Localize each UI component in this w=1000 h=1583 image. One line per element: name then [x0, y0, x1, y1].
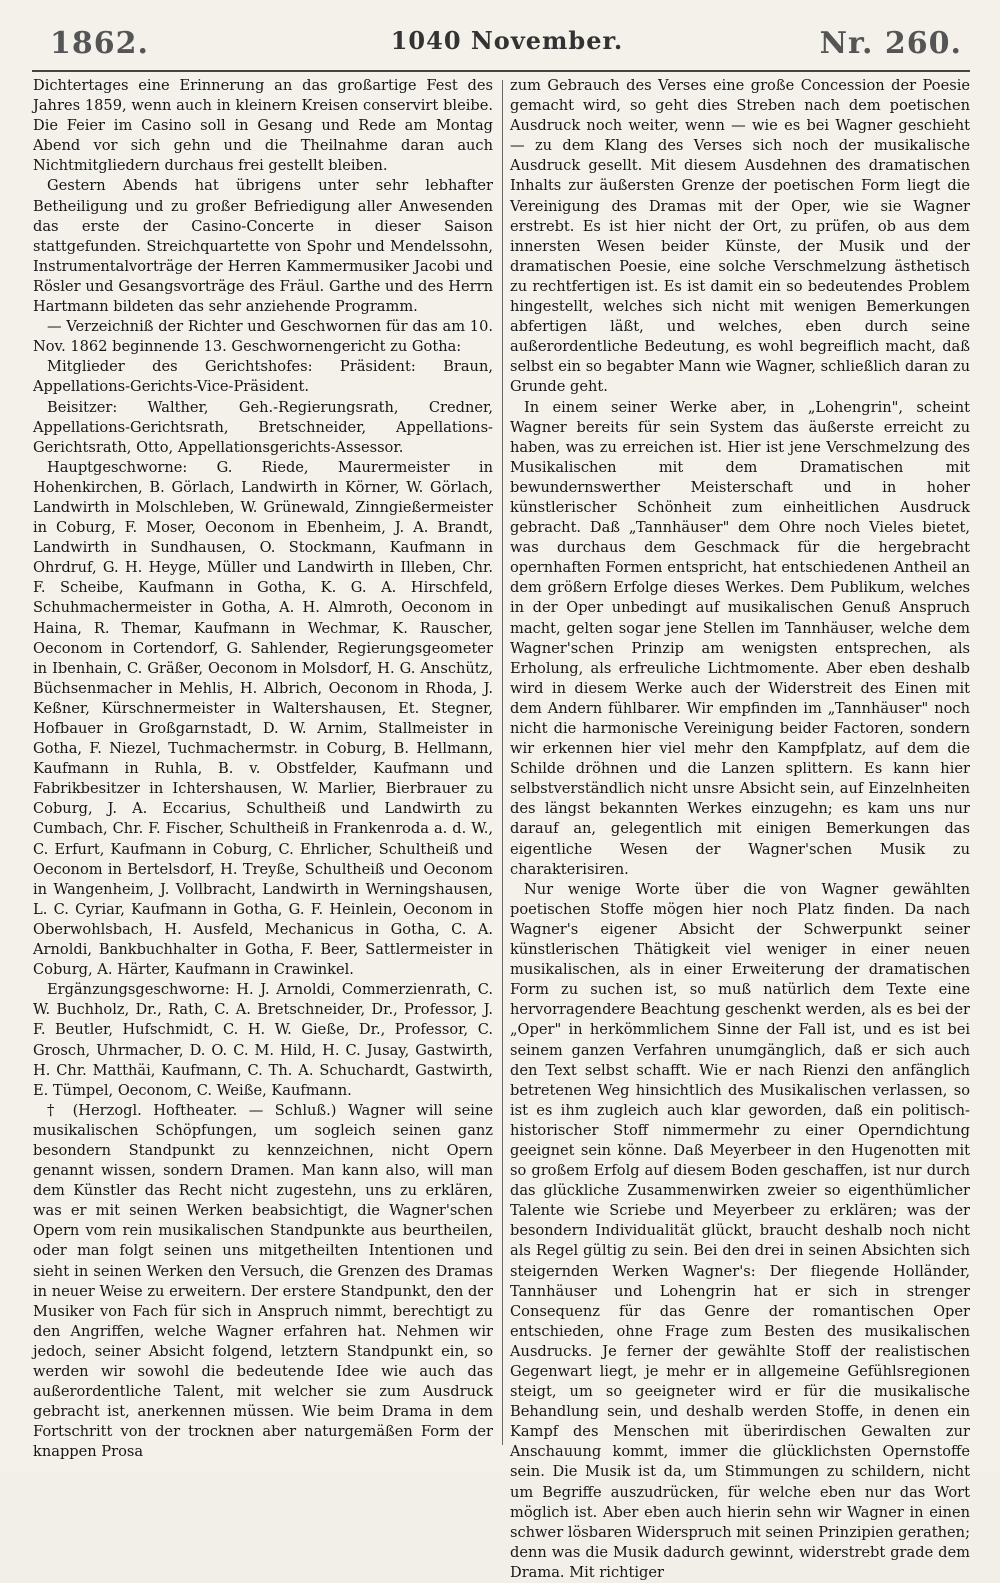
paragraph-substitute-jurors: Ergänzungsgeschworne: H. J. Arnoldi, Commerzienrath, C. W. Buchholz, Dr., Rath, C. A. Bretschneider, Dr., Professor, J. F. Beutler, Hufschmidt, C. H. W. Gieße, Dr., Professor, C. Grosch, Uhrmacher, D. O. C. M. Hild, H. C. Jusay, Gastwirth, H. Chr. Matthäi, Kaufmann, C. Th. A. Schuchardt, Gastwirth, E. Tümpel, Oeconom, C. Weiße, Kaufmann. [33, 981, 493, 1099]
paragraph-jury-list-heading: — Verzeichniß der Richter und Geschwornen für das am 10. Nov. 1862 beginnende 13. Geschwornengericht zu Gotha: [33, 318, 493, 356]
paragraph-dichtertag: Dichtertages eine Erinnerung an das großartige Fest des Jahres 1859, wenn auch in kleinern Kreisen conservirt bleibe. Die Feier im Casino soll in Gesang und Rede am Montag Abend vor sich gehn und die Theilnahme daran auch Nichtmitgliedern durchaus frei gestellt bleiben. [33, 77, 493, 175]
paragraph-poetic-material: Nur wenige Worte über die von Wagner gewählten poetischen Stoffe mögen hier noch Platz finden. Da nach Wagner's eigener Absicht der Schwerpunkt seiner künstlerischen Thätigkeit viel weniger in einer neuen musikalischen, als in einer Erweiterung der dramatischen Form zu suchen ist, so muß natürlich dem Texte eine hervorragendere Beachtung geschenkt werden, als es bei der „Oper" in herkömmlichem Sinne der Fall ist, und es ist bei seinem ganzen Verfahren unumgänglich, daß er sich auch den Text selbst schafft. Wie er nach Rienzi den anfänglich betretenen Weg hinsichtlich des Musikalischen verlassen, so ist es ihm zugleich auch klar geworden, daß ein politisch-historischer Stoff nimmermehr zu einer Operndichtung geeignet sein könne. Daß Meyerbeer in den Hugenotten mit so großem Erfolg auf diesem Boden geschaffen, ist nur durch das glückliche Zusammenwirken zweier so eigenthümlicher Talente wie Scriebe und Meyerbeer zu erklären; was der besondern Individualität glückt, braucht deshalb noch nicht als Regel gültig zu sein. Bei den drei in seinen Absichten sich steigernden Werken Wagner's: Der fliegende Holländer, Tannhäuser und Lohengrin hat er sich in strenger Consequenz für das Genre der romantischen Oper entschieden, ohne Frage zum Besten des musikalischen Ausdrucks. Je ferner der gewählte Stoff der realistischen Gegenwart liegt, je mehr er in allgemeine Gefühlsregionen steigt, um so geeigneter wird er für die musikalische Behandlung sein, und deshalb werden Stoffe, in denen ein Kampf des Menschen mit überirdischen Gewalten zur Anschauung kommt, immer die glücklichsten Opernstoffe sein. Die Musik ist da, um Stimmungen zu schildern, nicht um Begriffe auszudrücken, für welche eben nur das Wort möglich ist. Aber eben auch hierin sehn wir Wagner in einen schwer lösbaren Widerspruch mit seinen Prinzipien gerathen; denn was die Musik dadurch gewinnt, widerstrebt grade dem Drama. Mit richtiger [510, 880, 970, 1581]
paragraph-wagner-verse: zum Gebrauch des Verses eine große Concession der Poesie gemacht wird, so geht dies Streben nach dem poetischen Ausdruck noch weiter, wenn — wie es bei Wagner geschieht — zu dem Klang des Verses sich noch der musikalische Ausdruck gesellt. Mit diesem Ausdehnen des dramatischen Inhalts zur äußersten Grenze der poetischen Form liegt die Vereinigung des Dramas mit der Oper, wie sie Wagner erstrebt. Es ist hier nicht der Ort, zu prüfen, ob aus dem innersten Wesen beider Künste, der Musik und der dramatischen Poesie, eine solche Verschmelzung ästhetisch zu rechtfertigen ist. Es ist damit ein so bedeutendes Problem hingestellt, welches sich nicht mit wenigen Bemerkungen abfertigen läßt, und welches, eben durch seine außerordentliche Bedeutung, es wohl begreiflich macht, daß selbst ein so begabter Mann wie Wagner, schließlich daran zu Grunde geht. [510, 77, 970, 396]
paragraph-lohengrin: In einem seiner Werke aber, in „Lohengrin", scheint Wagner bereits für sein System das äußerste erreicht zu haben, was zu erreichen ist. Hier ist jene Verschmelzung des Musikalischen mit dem Dramatischen mit bewundernswerther Meisterschaft und in hoher künstlerischer Schönheit zum einheitlichen Ausdruck gebracht. Daß „Tannhäuser" dem Ohre noch Vieles bietet, was durchaus dem Geschmack für die hergebracht opernhaften Formen entspricht, hat entschiedenen Antheil an dem größern Erfolge dieses Werkes. Dem Publikum, welches in der Oper unbedingt auf musikalischen Genuß Anspruch macht, gelten sogar jene Stellen im Tannhäuser, welche dem Wagner'schen Prinzip am wenigsten entsprechen, als Erholung, als erfreuliche Lichtmomente. Aber eben deshalb wird in diesem Werke auch der Widerstreit des Einen mit dem Andern fühlbarer. Wir empfinden im „Tannhäuser" noch nicht die harmonische Vereinigung beider Factoren, sondern wir erkennen hier viel mehr den Kampfplatz, auf dem die Schilde dröhnen und die Lanzen splittern. Es kann hier selbstverständlich nicht unsre Absicht sein, auf Einzelnheiten des längst bekannten Werkes einzugehn; es kam uns nur darauf an, gelegentlich mit einigen Bemerkungen das eigentliche Wesen der Wagner'schen Musik zu charakterisiren. [510, 398, 970, 878]
header-page-date: 1040 November. [390, 26, 624, 55]
paragraph-court-members: Mitglieder des Gerichtshofes: Präsident: Braun, Appellations-Gerichts-Vice-Präsident. [33, 358, 493, 396]
column-divider [502, 80, 503, 1445]
right-column [510, 76, 970, 1581]
paragraph-hoftheater: † (Herzogl. Hoftheater. — Schluß.) Wagner will seine musikalischen Schöpfungen, um sogleich seinen ganz besondern Standpunkt zu kennzeichnen, nicht Opern genannt wissen, sondern Dramen. Man kann also, will man dem Künstler das Recht nicht zugestehn, uns zu erklären, was er mit seinen Werken beabsichtigt, die Wagner'schen Opern vom rein musikalischen Standpunkte aus beurtheilen, oder man folgt seinen uns mitgetheilten Intentionen und sieht in seinen Werken den Versuch, die Grenzen des Dramas in neuer Weise zu erweitern. Der erstere Standpunkt, den der Musiker von Fach für sich in Anspruch nimmt, berechtigt zu den Angriffen, welche Wagner erfahren hat. Nehmen wir jedoch, seiner Absicht folgend, letztern Standpunkt ein, so werden wir sowohl die bedeutende Idee wie auch das außerordentliche Talent, mit welcher sie zum Ausdruck gebracht ist, anerkennen müssen. Wie beim Drama in dem Fortschritt von der trocknen aber naturgemäßen Form der knappen Prosa [33, 1101, 493, 1461]
header-rule [32, 70, 970, 72]
paragraph-assessors: Beisitzer: Walther, Geh.-Regierungsrath, Credner, Appellations-Gerichtsrath, Bretschneider, Appellations-Gerichtsrath, Otto, Appellationsgerichts-Assessor. [33, 398, 493, 456]
header-issue-number: Nr. 260. [819, 26, 962, 61]
header-year: 1862. [50, 26, 149, 61]
paragraph-main-jurors: Hauptgeschworne: G. Riede, Maurermeister in Hohenkirchen, B. Görlach, Landwirth in Körner, W. Görlach, Landwirth in Molschleben, W. Grünewald, Zinngießermeister in Coburg, F. Moser, Oeconom in Ebenheim, J. A. Brandt, Landwirth in Sundhausen, O. Stockmann, Kaufmann in Ohrdruf, G. H. Heyge, Müller und Landwirth in Illeben, Chr. F. Scheibe, Kaufmann in Gotha, K. G. A. Hirschfeld, Schuhmachermeister in Gotha, A. H. Almroth, Oeconom in Haina, R. Themar, Kaufmann in Wechmar, K. Rauscher, Oeconom in Cortendorf, G. Sahlender, Regierungsgeometer in Ibenhain, C. Gräßer, Oeconom in Molsdorf, H. G. Anschütz, Büchsenmacher in Mehlis, H. Albrich, Oeconom in Rhoda, J. Keßner, Kürschnermeister in Waltershausen, Et. Stegner, Hofbauer in Großgarnstadt, D. W. Arnim, Stallmeister in Gotha, F. Niezel, Tuchmachermstr. in Coburg, B. Hellmann, Kaufmann in Ruhla, B. v. Obstfelder, Kaufmann und Fabrikbesitzer in Ichtershausen, W. Marlier, Bierbrauer zu Coburg, J. A. Eccarius, Schultheiß und Landwirth zu Cumbach, Chr. F. Fischer, Schultheiß in Frankenroda a. d. W., C. Erfurt, Kaufmann in Coburg, C. Ehrlicher, Schultheiß und Oeconom in Bertelsdorf, H. Treyße, Schultheiß und Oeconom in Wangenheim, J. Vollbracht, Landwirth in Werningshausen, L. C. Cyriar, Kaufmann in Gotha, G. F. Heinlein, Oeconom in Oberwohlsbach, H. Ausfeld, Mechanicus in Gotha, C. A. Arnoldi, Bankbuchhalter in Gotha, F. Beer, Sattlermeister in Coburg, A. Härter, Kaufmann in Crawinkel. [33, 458, 493, 979]
page-header [32, 26, 970, 66]
left-column [33, 76, 493, 1461]
paragraph-casino-concert: Gestern Abends hat übrigens unter sehr lebhafter Betheiligung und zu großer Befriedigung aller Anwesenden das erste der Casino-Concerte in dieser Saison stattgefunden. Streichquartette von Spohr und Mendelssohn, Instrumentalvorträge der Herren Kammermusiker Jacobi und Rösler und Gesangsvorträge des Fräul. Garthe und des Herrn Hartmann bildeten das sehr anziehende Programm. [33, 177, 493, 316]
